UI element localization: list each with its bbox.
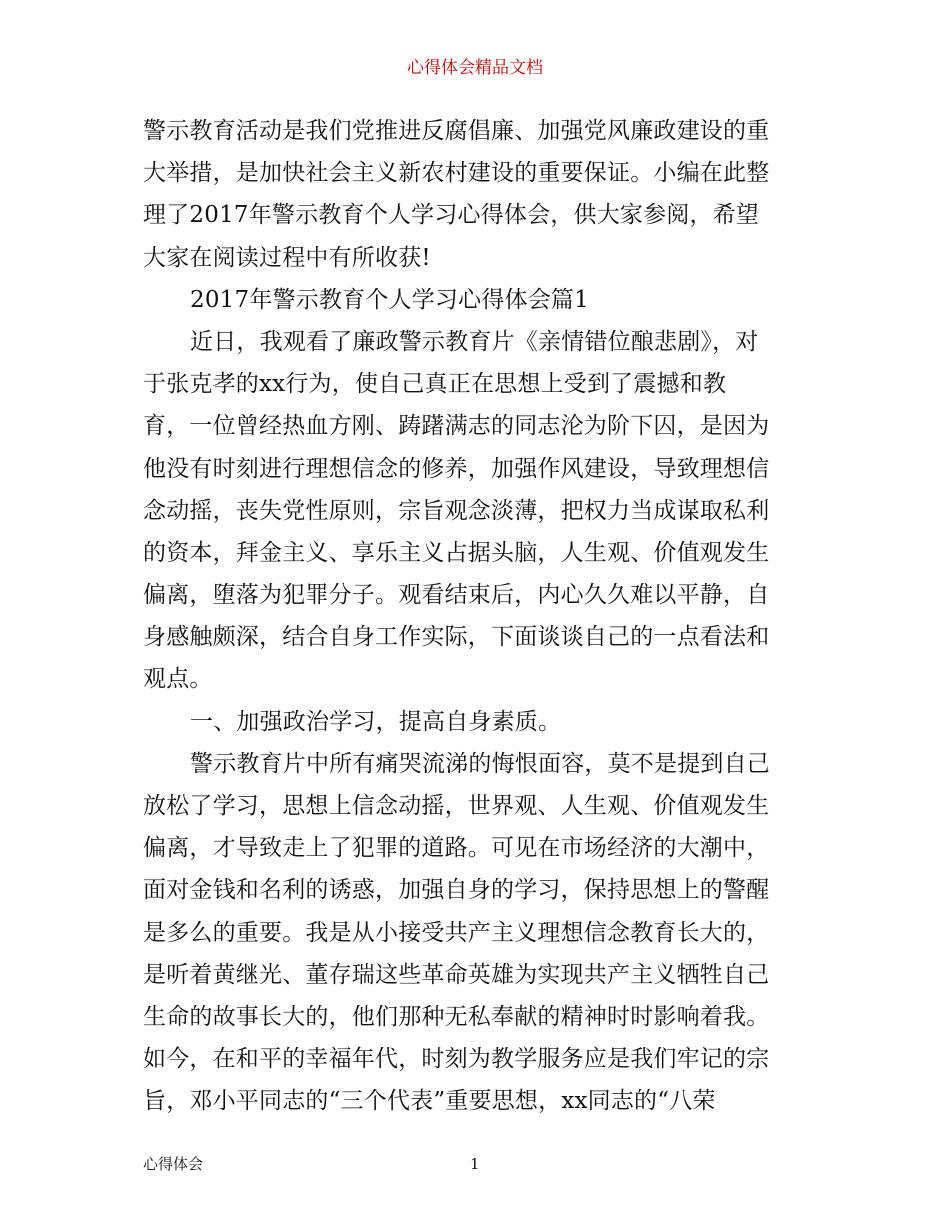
text-line: 偏离，堕落为犯罪分子。观看结束后，内心久久难以平静，自 [143,582,770,609]
text-line: 是听着黄继光、董存瑞这些革命英雄为实现共产主义牺牲自己 [143,961,770,988]
text-line: 如今，在和平的幸福年代，时刻为教学服务应是我们牢记的宗 [143,1046,770,1073]
text-line: 偏离，才导致走上了犯罪的道路。可见在市场经济的大潮中， [143,835,770,862]
section-heading: 一、加强政治学习，提高自身素质。 [190,708,562,735]
text-line: 他没有时刻进行理想信念的修养，加强作风建设，导致理想信 [143,455,770,482]
page-header-title: 心得体会精品文档 [407,58,543,78]
text-line: 大举措，是加快社会主义新农村建设的重要保证。小编在此整 [143,160,770,187]
page-number: 1 [470,1155,480,1173]
text-line: 近日，我观看了廉政警示教育片《亲情错位酿悲剧》，对 [190,328,759,355]
section-heading: 2017年警示教育个人学习心得体会篇1 [190,286,589,313]
text-line: 念动摇，丧失党性原则，宗旨观念淡薄，把权力当成谋取私利 [143,497,770,524]
text-line: 理了2017年警示教育个人学习心得体会，供大家参阅，希望 [143,202,760,229]
footer-label: 心得体会 [143,1155,204,1173]
text-line: 身感触颇深，结合自身工作实际，下面谈谈自己的一点看法和 [143,624,770,651]
text-line: 旨，邓小平同志的“三个代表”重要思想，xx同志的“八荣 [143,1088,716,1115]
text-line: 的资本，拜金主义、享乐主义占据头脑，人生观、价值观发生 [143,539,770,566]
text-line: 于张克孝的xx行为，使自己真正在思想上受到了震撼和教 [143,371,727,398]
text-line: 是多么的重要。我是从小接受共产主义理想信念教育长大的， [143,919,770,946]
text-line: 警示教育片中所有痛哭流涕的悔恨面容，莫不是提到自己 [190,750,770,777]
text-line: 面对金钱和名利的诱惑，加强自身的学习，保持思想上的警醒 [143,877,770,904]
text-line: 大家在阅读过程中有所收获! [143,244,431,271]
text-line: 生命的故事长大的，他们那种无私奉献的精神时时影响着我。 [143,1003,770,1030]
document-body [143,110,815,1123]
text-line: 放松了学习，思想上信念动摇，世界观、人生观、价值观发生 [143,793,770,819]
text-line: 育，一位曾经热血方刚、踌躇满志的同志沦为阶下囚，是因为 [143,413,770,440]
text-line: 警示教育活动是我们党推进反腐倡廉、加强党风廉政建设的重 [143,118,770,144]
text-line: 观点。 [143,666,213,693]
